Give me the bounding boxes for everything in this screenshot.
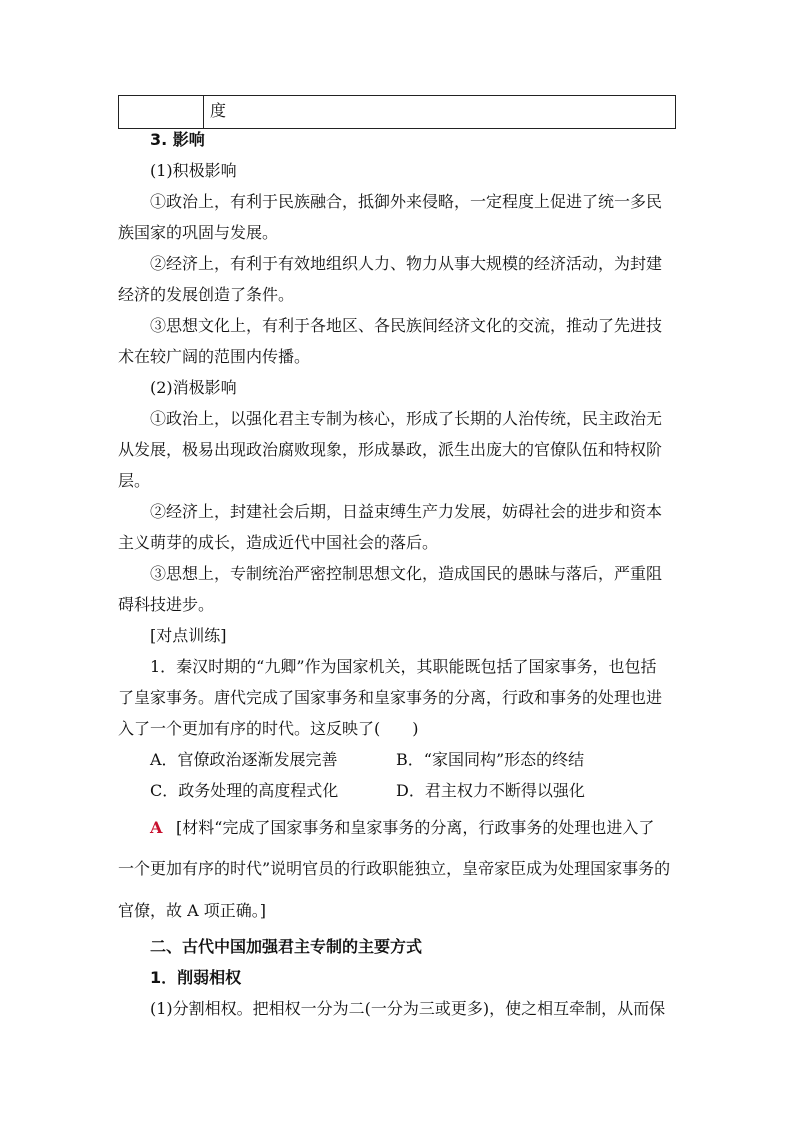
paragraph-line: ①政治上，以强化君主专制为核心，形成了长期的人治传统，民主政治无 [150, 409, 663, 428]
subheading-negative: (2)消极影响 [150, 378, 237, 397]
paragraph-line: 主义萌芽的成长，造成近代中国社会的落后。 [118, 533, 439, 552]
option-d: D．君主权力不断得以强化 [396, 781, 585, 800]
practice-label: [对点训练] [150, 626, 227, 645]
section-heading: 二、古代中国加强君主专制的主要方式 [150, 937, 423, 956]
paragraph-line: ②经济上，封建社会后期，日益束缚生产力发展，妨碍社会的进步和资本 [150, 502, 663, 521]
paragraph-line: 层。 [118, 471, 151, 490]
table-cell-text: 度 [204, 96, 676, 129]
answer-letter: A [150, 818, 163, 837]
question-line: 1．秦汉时期的“九卿”作为国家机关，其职能既包括了国家事务，也包括 [150, 657, 657, 676]
paragraph-line: ③思想文化上，有利于各地区、各民族间经济文化的交流，推动了先进技 [150, 316, 663, 335]
paragraph-line: ③思想上，专制统治严密控制思想文化，造成国民的愚昧与落后，严重阻 [150, 564, 663, 583]
paragraph-line: ①政治上，有利于民族融合，抵御外来侵略，一定程度上促进了统一多民 [150, 192, 663, 211]
question-line: 了皇家事务。唐代完成了国家事务和皇家事务的分离，行政和事务的处理也进 [118, 688, 663, 707]
option-a: A．官僚政治逐渐发展完善 [150, 750, 338, 769]
subheading-positive: (1)积极影响 [150, 161, 237, 180]
table-cell-empty [119, 96, 204, 129]
paragraph-line: 术在较广阔的范围内传播。 [118, 347, 311, 366]
option-c: C．政务处理的高度程式化 [150, 781, 339, 800]
paragraph-line: (1)分割相权。把相权一分为二(一分为三或更多)，使之相互牵制，从而保 [150, 999, 666, 1018]
paragraph-line: 族国家的巩固与发展。 [118, 223, 279, 242]
paragraph-line: 碍科技进步。 [118, 595, 215, 614]
paragraph-line: 从发展，极易出现政治腐败现象，形成暴政，派生出庞大的官僚队伍和特权阶 [118, 440, 663, 459]
option-b: B．“家国同构”形态的终结 [396, 750, 585, 769]
table-row [119, 96, 676, 129]
answer-explanation-line: 一个更加有序的时代”说明官员的行政职能独立，皇帝家臣成为处理国家事务的 [118, 859, 671, 878]
answer-explanation-line: [材料“完成了国家事务和皇家事务的分离，行政事务的处理也进入了 [176, 818, 655, 837]
heading-influence: 3. 影响 [150, 130, 205, 149]
content-table [118, 95, 676, 129]
question-line: 入了一个更加有序的时代。这反映了( ) [118, 719, 419, 738]
subsection-heading: 1．削弱相权 [150, 968, 242, 987]
paragraph-line: ②经济上，有利于有效地组织人力、物力从事大规模的经济活动，为封建 [150, 254, 663, 273]
answer-explanation-line: 官僚，故 A 项正确。] [118, 901, 266, 920]
paragraph-line: 经济的发展创造了条件。 [118, 285, 295, 304]
